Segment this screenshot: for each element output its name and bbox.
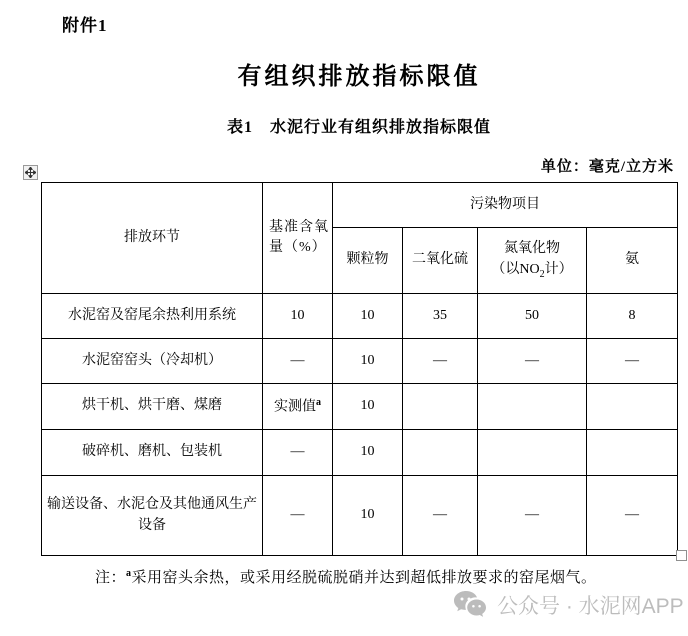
cell-stage: 输送设备、水泥仓及其他通风生产设备 (42, 476, 263, 556)
footnote-superscript: a (126, 568, 132, 579)
attachment-label: 附件1 (62, 16, 108, 35)
table-row (42, 294, 678, 339)
cell-nh3: — (587, 476, 678, 556)
four-arrow-icon (25, 167, 36, 178)
cell-oxygen: — (263, 476, 333, 556)
cell-nh3 (587, 430, 678, 476)
cell-so2 (403, 430, 478, 476)
cell-so2: — (403, 339, 478, 384)
cell-pm: 10 (333, 339, 403, 384)
cell-pm: 10 (333, 294, 403, 339)
col-header-pm: 颗粒物 (333, 228, 403, 294)
cell-stage: 烘干机、烘干磨、煤磨 (42, 384, 263, 430)
footnote-body: 采用窑头余热，或采用经脱硫脱硝并达到超低排放要求的窑尾烟气。 (131, 570, 597, 586)
cell-oxygen: 实测值$^a$ (263, 384, 333, 430)
cell-so2: 35 (403, 294, 478, 339)
cell-nh3 (587, 384, 678, 430)
cell-pm: 10 (333, 430, 403, 476)
cell-pm: 10 (333, 384, 403, 430)
cell-stage: 水泥窑窑头（冷却机） (42, 339, 263, 384)
nox-header-line2: （以$NO_2$计） (491, 261, 573, 280)
col-header-nox (478, 228, 587, 294)
cell-stage: 水泥窑及窑尾余热利用系统 (42, 294, 263, 339)
cell-nox: — (478, 339, 587, 384)
cell-oxygen: — (263, 339, 333, 384)
page-title: 有组织排放指标限值 (237, 64, 481, 90)
table-row (42, 476, 678, 556)
cell-stage: 破碎机、磨机、包装机 (42, 430, 263, 476)
col-header-so2: 二氧化硫 (403, 228, 478, 294)
watermark (453, 590, 684, 620)
footnote-prefix: 注： (95, 570, 127, 586)
table-row (42, 384, 678, 430)
footnote (95, 566, 597, 587)
cell-nox: — (478, 476, 587, 556)
col-header-stage: 排放环节 (42, 183, 263, 294)
cell-nox (478, 384, 587, 430)
table-row (42, 339, 678, 384)
unit-label: 单位：毫克/立方米 (540, 159, 674, 175)
cell-so2 (403, 384, 478, 430)
emission-limits-table (41, 182, 678, 556)
cell-oxygen: — (263, 430, 333, 476)
cell-so2: — (403, 476, 478, 556)
col-header-nh3: 氨 (587, 228, 678, 294)
table-row (42, 430, 678, 476)
nox-header-line1: 氮氧化物 (504, 241, 560, 257)
cell-nh3: 8 (587, 294, 678, 339)
cell-pm: 10 (333, 476, 403, 556)
cell-nh3: — (587, 339, 678, 384)
watermark-text: 公众号 · 水泥网APP (497, 595, 684, 618)
col-header-pollutant-group: 污染物项目 (333, 183, 678, 228)
cell-nox (478, 430, 587, 476)
table-caption: 表1 水泥行业有组织排放指标限值 (226, 119, 491, 136)
table-move-icon[interactable] (23, 165, 38, 180)
cell-oxygen: 10 (263, 294, 333, 339)
cell-nox: 50 (478, 294, 587, 339)
table-resize-handle[interactable] (676, 550, 687, 561)
col-header-oxygen: 基准含氧量（%） (263, 183, 333, 294)
wechat-icon (453, 590, 489, 620)
